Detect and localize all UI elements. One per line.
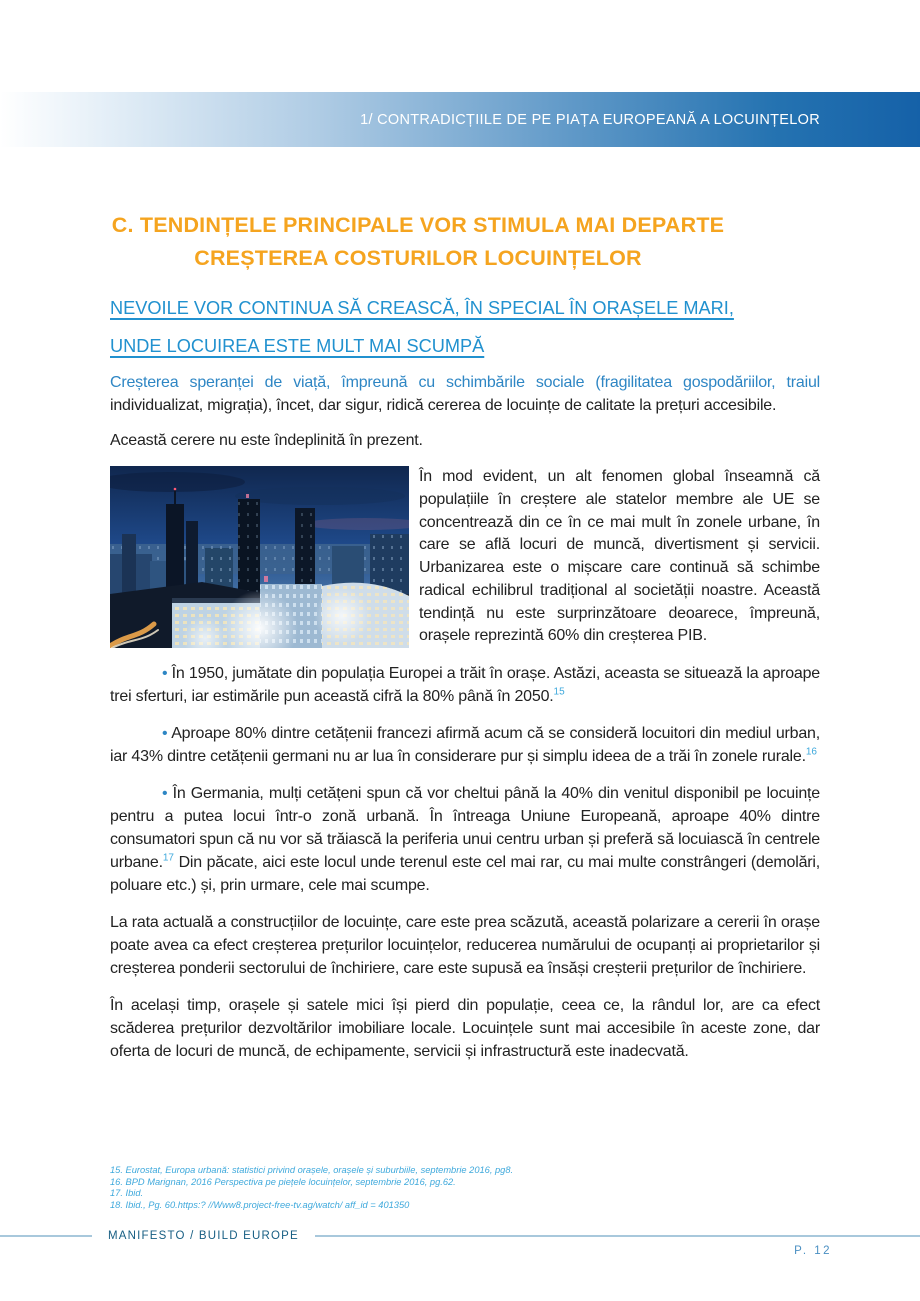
bullet-text: În 1950, jumătate din populația Europei a trăit în orașe. Astăzi, aceasta se situează la aproape trei sferturi, iar estimările pun această cifră la 80% până în 2050. bbox=[110, 665, 820, 705]
bullet-text: Aproape 80% dintre cetățenii francezi afirmă acum că se consideră locuitori din mediul urban, iar 43% dintre cetățenii germani nu ar lua în considerare pur și simplu ideea de a trăi în zonele rurale. bbox=[110, 725, 820, 765]
subheading-line1-text: NEVOILE VOR CONTINUA SĂ CREASCĂ, ÎN SPECIAL ÎN ORAȘELE MARI, bbox=[110, 298, 734, 318]
footer-rule-right bbox=[315, 1235, 920, 1237]
section-heading bbox=[110, 209, 726, 275]
footnote-ref-15: 15 bbox=[553, 686, 565, 698]
bullet-1950 bbox=[110, 662, 820, 708]
footer-rule-left bbox=[0, 1235, 92, 1237]
footnotes-block bbox=[110, 1165, 820, 1211]
chapter-title: 1/ CONTRADICȚIILE DE PE PIAȚA EUROPEANĂ A LOCUINȚELOR bbox=[360, 111, 820, 128]
footnote-ref-17: 17 bbox=[162, 852, 174, 864]
intro-rest: individualizat, migrația), încet, dar sigur, ridică cererea de locuințe de calitate la prețuri accesibile. bbox=[110, 397, 777, 414]
construction-rate-paragraph: La rata actuală a construcțiilor de locuințe, care este prea scăzută, această polarizare a cererii în orașe poate avea ca efect creșterea prețurilor locuințelor, reducerea numărului de ocupanți ai proprietarilor și creșterea ponderii sectorului de închiriere, care este supusă ea însăși creșterii prețurilor de închiriere. bbox=[110, 914, 820, 977]
unmet-demand-paragraph: Această cerere nu este îndeplinită în prezent. bbox=[110, 432, 423, 449]
page-number: P. 12 bbox=[794, 1245, 832, 1257]
section-heading-line2: CREȘTEREA COSTURILOR LOCUINȚELOR bbox=[194, 246, 642, 270]
footnote-17: 17. Ibid. bbox=[110, 1188, 144, 1198]
bullet-marker: • bbox=[162, 665, 168, 682]
subheading-line2 bbox=[110, 327, 820, 365]
footnote-18: 18. Ibid., Pg. 60.https:? //Www8.project-free-tv.ag/watch/ aff_id = 401350 bbox=[110, 1199, 410, 1210]
intro-lead: Creșterea speranței de viață, împreună cu schimbările sociale (fragilitatea gospodăriilor, traiul bbox=[110, 374, 820, 391]
bullet-marker: • bbox=[162, 725, 168, 742]
footnote-15: 15. Eurostat, Europa urbană: statistici privind orașele, orașele și suburbiile, septembrie 2016, pg8. bbox=[110, 1165, 514, 1175]
subheading-line1 bbox=[110, 289, 820, 327]
small-towns-paragraph: În același timp, orașele și satele mici își pierd din populație, ceea ce, la rândul lor, are ca efect scăderea prețurilor dezvoltărilor imobiliare locale. Locuințele sunt mai accesibile în aceste zone, dar oferta de locuri de muncă, de echipamente, servicii și infrastructură este inadecvată. bbox=[110, 997, 820, 1060]
intro-paragraph bbox=[110, 371, 820, 417]
media-row bbox=[110, 466, 820, 648]
section-subheading bbox=[110, 289, 820, 365]
bullet-germany-spending bbox=[110, 782, 820, 897]
footer bbox=[0, 1230, 920, 1242]
bullet-france-germany bbox=[110, 722, 820, 768]
footnote-16: 16. BPD Marignan, 2016 Perspectiva pe piețele locuințelor, septembrie 2016, pg.62. bbox=[110, 1176, 456, 1187]
page-content bbox=[0, 147, 920, 1063]
footer-brand: MANIFESTO / BUILD EUROPE bbox=[108, 1230, 299, 1242]
footnote-ref-16: 16 bbox=[805, 746, 817, 758]
subheading-line2-text: UNDE LOCUIREA ESTE MULT MAI SCUMPĂ bbox=[110, 336, 485, 356]
bullet-text-after: Din păcate, aici este locul unde terenul este cel mai rar, cu mai multe constrângeri (demolări, poluare etc.) și, prin urmare, cele mai scumpe. bbox=[110, 854, 820, 894]
bullet-text: În Germania, mulți cetățeni spun că vor cheltui până la 40% din venitul disponibil pe locuințe pentru a putea locui într-o zonă urbană. În întreaga Uniune Europeană, aproape 40% dintre consumatori spun că nu vor să trăiască la periferia unui centru urban și preferă să locuiască în centrele urbane. bbox=[110, 785, 820, 871]
urbanization-paragraph: În mod evident, un alt fenomen global înseamnă că populațiile în creștere ale statelor membre ale UE se concentrează din ce în ce mai mult în zonele urbane, în care se află locuri de muncă, divertisment și servicii. Urbanizarea este o mișcare care continuă să schimbe radical echilibrul tradițional al societății noastre. Această tendință nu este surprinzătoare deoarece, împreună, orașele reprezintă 60% din creșterea PIB. bbox=[419, 468, 820, 645]
section-heading-line1: C. TENDINȚELE PRINCIPALE VOR STIMULA MAI DEPARTE bbox=[111, 213, 725, 237]
chapter-header-band bbox=[0, 92, 920, 147]
bullet-marker: • bbox=[162, 785, 168, 802]
city-skyline-photo bbox=[110, 466, 409, 648]
